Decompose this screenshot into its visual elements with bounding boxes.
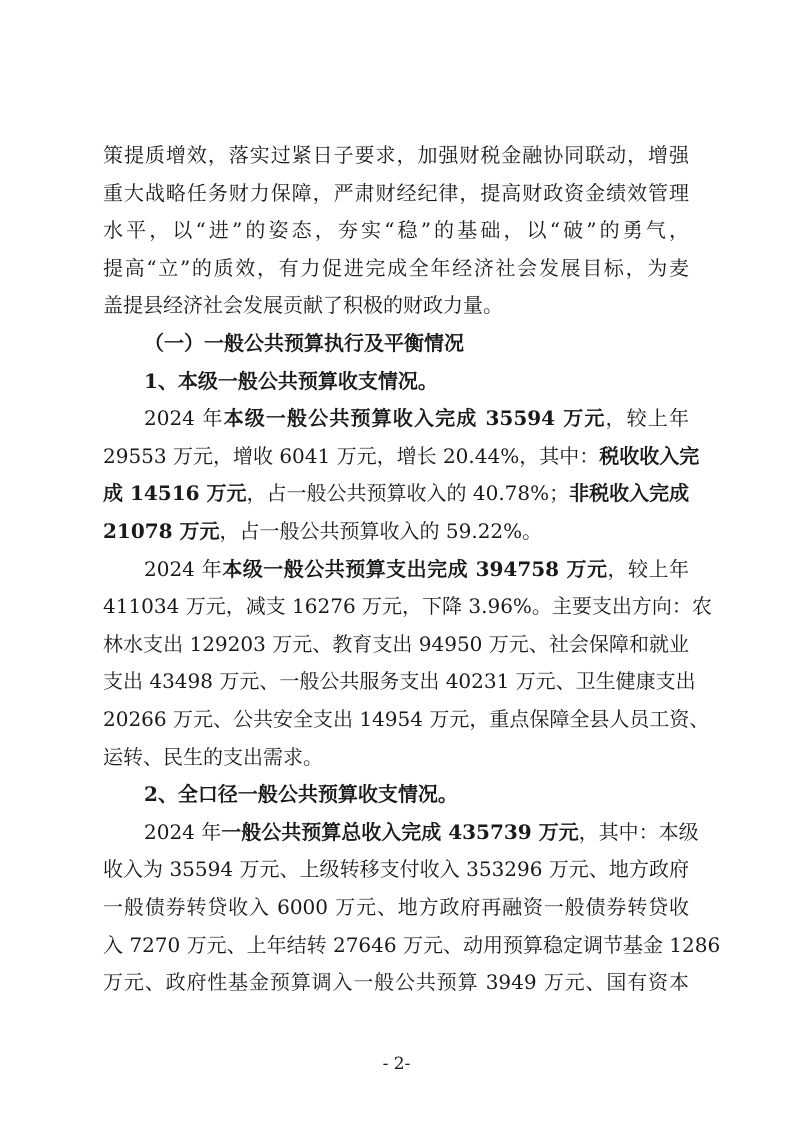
paragraph-line: 一般债券转贷收入 6000 万元、地方政府再融资一般债券转贷收: [103, 895, 689, 919]
paragraph-line: [144, 819, 699, 844]
bold-text-run: 非税收入完成: [569, 481, 690, 506]
paragraph-line: 水平，以“进”的姿态，夯实“稳”的基础，以“破”的勇气，: [103, 218, 689, 243]
paragraph-line: [144, 406, 689, 430]
paragraph-line: [144, 557, 689, 581]
bold-text-run: 本级一般公共预算支出完成 394758 万元: [222, 556, 608, 581]
text-run: ，其中：本级: [578, 819, 699, 844]
paragraph-line: 策提质增效，落实过紧日子要求，加强财税金融协同联动，增强: [103, 143, 689, 167]
paragraph-line: 入 7270 万元、上年结转 27646 万元、动用预算稳定调节基金 1286: [103, 932, 721, 957]
paragraph-line: [103, 481, 689, 505]
paragraph-line: 运转、民生的支出需求。: [103, 744, 323, 769]
subsection-heading: 1、本级一般公共预算收支情况。: [144, 368, 438, 393]
page-number: - 2-: [382, 1054, 411, 1074]
text-run: 2024 年: [144, 556, 223, 581]
subsection-heading: 2、全口径一般公共预算收支情况。: [144, 782, 458, 807]
paragraph-line: 收入为 35594 万元、上级转移支付收入 353296 万元、地方政府: [103, 857, 689, 882]
text-run: ，较上年: [607, 556, 690, 581]
paragraph-line: 411034 万元，减支 16276 万元，下降 3.96%。主要支出方向：农: [103, 594, 712, 619]
bold-text-run: 本级一般公共预算收入完成 35594 万元: [223, 406, 606, 431]
paragraph-line: 支出 43498 万元、一般公共服务支出 40231 万元、卫生健康支出: [103, 669, 696, 694]
text-run: 2024 年: [144, 406, 224, 431]
text-run: 29553 万元，增收 6041 万元，增长 20.44%，其中：: [103, 443, 600, 468]
text-run: ，占一般公共预算收入的 40.78%；: [246, 481, 570, 506]
bold-text-run: 成 14516 万元: [103, 481, 247, 506]
bold-text-run: 税收收入完: [599, 443, 700, 468]
text-run: 2024 年: [144, 819, 222, 844]
text-run: ，占一般公共预算收入的 59.22%。: [219, 519, 543, 543]
paragraph-line: [103, 519, 689, 543]
paragraph-line: 提高“立”的质效，有力促进完成全年经济社会发展目标，为麦: [103, 255, 689, 280]
paragraph-line: 20266 万元、公共安全支出 14954 万元，重点保障全县人员工资、: [103, 707, 710, 731]
paragraph-line: 盖提县经济社会发展贡献了积极的财政力量。: [103, 293, 503, 318]
bold-text-run: 一般公共预算总收入完成 435739 万元: [221, 819, 579, 844]
paragraph-line: 重大战略任务财力保障，严肃财经纪律，提高财政资金绩效管理: [103, 180, 689, 205]
text-run: ，较上年: [605, 406, 689, 431]
paragraph-line: [103, 443, 700, 468]
section-heading: （一）一般公共预算执行及平衡情况: [144, 331, 464, 355]
bold-text-run: 21078 万元: [103, 519, 220, 543]
paragraph-line: 林水支出 129203 万元、教育支出 94950 万元、社会保障和就业: [103, 631, 689, 656]
paragraph-line: 万元、政府性基金预算调入一般公共预算 3949 万元、国有资本: [103, 970, 689, 995]
